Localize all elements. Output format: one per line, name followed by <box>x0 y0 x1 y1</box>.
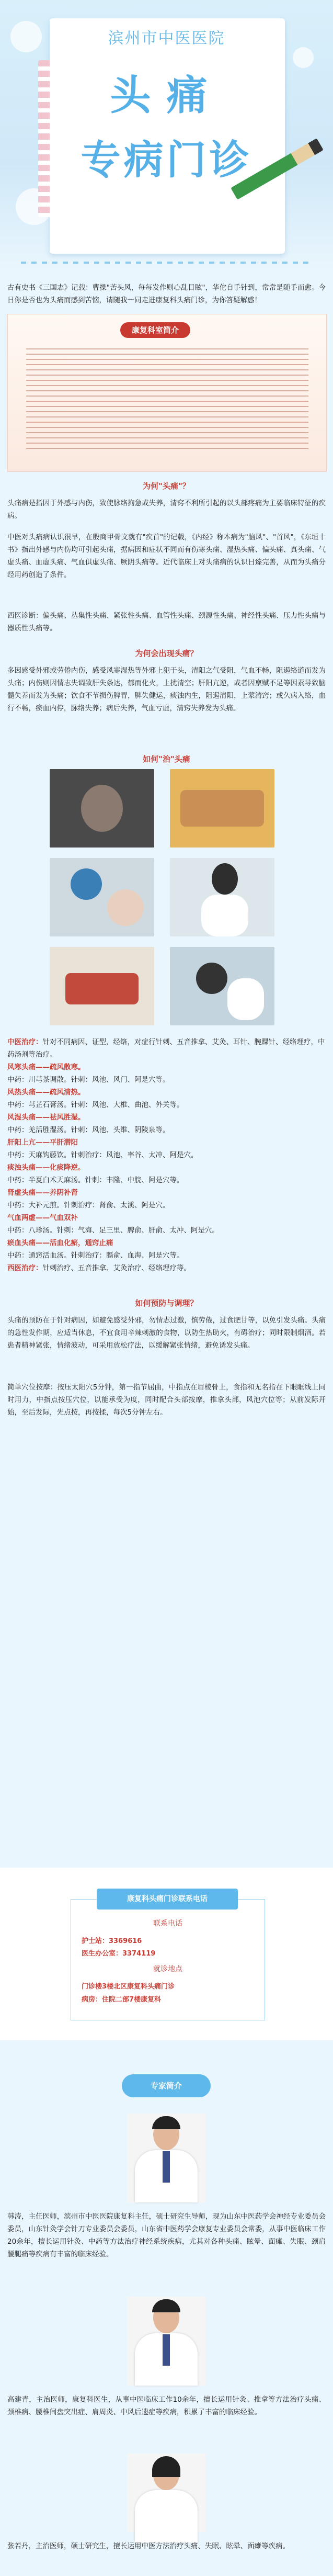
treatment-photo <box>50 769 154 848</box>
paragraph: 多因感受外邪或劳倦内伤，感受风寒湿热等外邪上犯于头，清阳之气受阻，气血不畅，阻遏络道而发为头痛；内伤则因情志失调致肝失条达，郁而化火，上扰清空；肝阳亢逆，或者因禀赋不足等因素导致脑髓失养而发为头痛；饮食不节损伤脾胃，脾失健运，痰浊内生，阻遏清阳，上蒙清窍；或久病入络，血行不畅，瘀血内停，脉络失养；病后失养，气血亏虚，清窍失养发为头痛。 <box>7 666 326 713</box>
doctor-phone-line: 医生办公室：3374119 <box>82 1950 156 1958</box>
treatment-item: 中药：川芎茶调散。针刺：风池、风门、阿是穴等。 <box>7 1076 170 1084</box>
department-banner-text-image <box>26 348 308 453</box>
paragraph: 简单穴位按摩：按压太阳穴5分钟，第一指节屈曲，中指点在眉棱骨上，食指和无名指在下眼眶线上同时用力，中指点按压穴位，以能承受为度，同时配合头部按摩，推拿头部，风池穴位等；从前发际开始，至后发际，先点按，再按揉，每次5分钟左右。 <box>7 1383 326 1417</box>
treatment-item: 风湿头痛——祛风胜湿。 <box>7 1113 85 1122</box>
treatment-item: 中药：大补元煎。针刺治疗：肾俞、太溪、阿是穴。 <box>7 1201 170 1210</box>
phone-label: 联系电话 <box>153 1919 182 1928</box>
treatment-photo <box>170 947 274 1025</box>
doctor-photo <box>127 2454 205 2532</box>
treatment-item: 气血两虚——气血双补 <box>7 1214 78 1222</box>
treatment-item: 中药：通窍活血汤。针刺治疗：膈俞、血海、阿是穴等。 <box>7 1251 184 1260</box>
paragraph: 头痛的预防在于针对病因，如避免感受外邪，勿情志过激，慎劳倦，过食肥甘等，以免引发头痛。头痛的急性发作期，应适当休息，不宜食用辛辣刺激的食物，以防生热助火，有碍治疗；同时限制烟酒。若患者精神紧张，情绪波动，可采用放松疗法，以缓解紧张情绪，避免诱发头痛。 <box>7 1316 326 1350</box>
contact-title: 康复科头痛门诊联系电话 <box>97 1889 238 1910</box>
treatment-photo <box>170 769 274 848</box>
treatment-item: 中药：半夏白术天麻汤。针刺：丰隆、中脘、阿是穴等。 <box>7 1176 184 1184</box>
page-title: 头痛 <box>110 72 223 119</box>
divider <box>21 262 314 264</box>
treatment-item: 中药：芎芷石膏汤。针刺：风池、大椎、曲池、外关等。 <box>7 1101 184 1109</box>
department-banner <box>7 314 327 472</box>
paragraph: 中医对头痛病认识很早，在殷商甲骨文就有"疾首"的记载，《内经》称本病为"脑风"、"首风"，《东垣十书》指出外感与内伤均可引起头痛，据病因和症状不同而有伤寒头痛、湿热头痛、偏头痛、真头痛、气虚头痛、血虚头痛、气血俱虚头痛、厥阴头痛等。近代临床上对头痛病的认识日臻完善，从而为头痛分经用药创造了条件。 <box>7 533 326 579</box>
section-title-treat: 如何"治"头痛 <box>143 754 190 764</box>
expert-bio: 张若丹，主治医师，硕士研究生，擅长运用中医方法治疗头痛、失眠、眩晕、面瘫等疾病。 <box>7 2542 290 2550</box>
section-title-how: 为何会出现头痛？ <box>135 649 198 658</box>
treatment-item: 风寒头痛——疏风散寒。 <box>7 1063 85 1071</box>
treatment-item: 痰浊头痛——化痰降逆。 <box>7 1163 85 1172</box>
paragraph: 西医诊断：偏头痛、丛集性头痛、紧张性头痛、血管性头痛、颈源性头痛、神经性头痛、压力性头痛与器质性头痛等。 <box>7 612 326 632</box>
paragraph: 头痛病是指因于外感与内伤，致使脉络拘急或失养，清窍不利所引起的以头部疼痛为主要临床特征的疾病。 <box>7 499 326 520</box>
treatment-list <box>7 1036 326 1274</box>
section-title-what: 为何"头痛"？ <box>143 481 190 491</box>
experts-title: 专家简介 <box>122 2074 211 2097</box>
header-banner <box>0 0 333 272</box>
department-banner-title: 康复科室简介 <box>120 322 190 338</box>
treatment-item: 中药：天麻钩藤饮。针刺治疗：风池、率谷、太冲、阿是穴。 <box>7 1151 198 1159</box>
nurse-phone-line: 护士站：3369616 <box>82 1937 142 1945</box>
treatment-photo <box>50 858 154 936</box>
treatment-item: 西医治疗：针刺治疗、五音推拿、艾灸治疗、经络理疗等。 <box>7 1264 191 1272</box>
treatment-item: 中医治疗：针对不同病因、证型，经络，对症行针刺、五音推拿、艾灸、耳针、腕踝针、经络理疗，中药汤剂等治疗。 <box>7 1038 325 1059</box>
treatment-photo <box>50 947 154 1025</box>
expert-bio: 高建青，主治医师，康复科医生，从事中医临床工作10余年，擅长运用针灸、推拿等方法治疗头痛、颈椎病、腰椎间盘突出症、肩周炎、中风后遗症等疾病，积累了丰富的临床经验。 <box>7 2396 326 2416</box>
doctor-photo <box>127 2297 205 2386</box>
page-subtitle: 专病门诊 <box>81 137 252 183</box>
place-label: 就诊地点 <box>153 1965 182 1973</box>
treatment-item: 瘀血头痛——活血化瘀，通窍止痛 <box>7 1239 113 1247</box>
ward-location: 病房：住院二部7楼康复科 <box>82 1996 162 2004</box>
section-title-prevent: 如何预防与调理？ <box>135 1298 198 1308</box>
treatment-item: 风热头痛——疏风清热。 <box>7 1088 85 1097</box>
contact-box <box>71 1899 265 2020</box>
intro-paragraph: 古有史书《三国志》记载：曹操"苦头风，每每发作则心乱目眩"，华佗自手针到，常常是随手而愈。今日你是否也为头痛而感到苦恼，请随我一同走进康复科头痛门诊，为你答疑解惑！ <box>7 284 326 304</box>
treatment-item: 中药：羌活胜湿汤。针刺：风池、头维、阴陵泉等。 <box>7 1126 170 1134</box>
treatment-item: 肝阳上亢——平肝潜阳 <box>7 1138 78 1147</box>
contact-section <box>0 1868 333 2040</box>
treatment-photo <box>170 858 274 936</box>
treatment-item: 中药：八珍汤。针刺：气海、足三里、脾俞、肝俞、太冲、阿是穴。 <box>7 1226 219 1235</box>
expert-bio: 韩涛，主任医师，滨州市中医医院康复科主任，硕士研究生导师，现为山东中医药学会神经专业委员会委员，山东针灸学会针刀专业委员会委员，山东省中医药学会康复专业委员会常委，从事中医临床工作20余年，擅长运用针灸、中药等方法治疗神经系统疾病，尤其对各种头痛、眩晕、面瘫、失眠、颈肩腰腿痛等疾病有丰富的临床经验。 <box>7 2212 326 2258</box>
doctor-photo <box>127 2114 205 2202</box>
treatment-item: 肾虚头痛——养阴补肾 <box>7 1189 78 1197</box>
hospital-name: 滨州市中医医院 <box>108 29 225 48</box>
clinic-location: 门诊楼3楼北区康复科头痛门诊 <box>82 1983 175 1991</box>
